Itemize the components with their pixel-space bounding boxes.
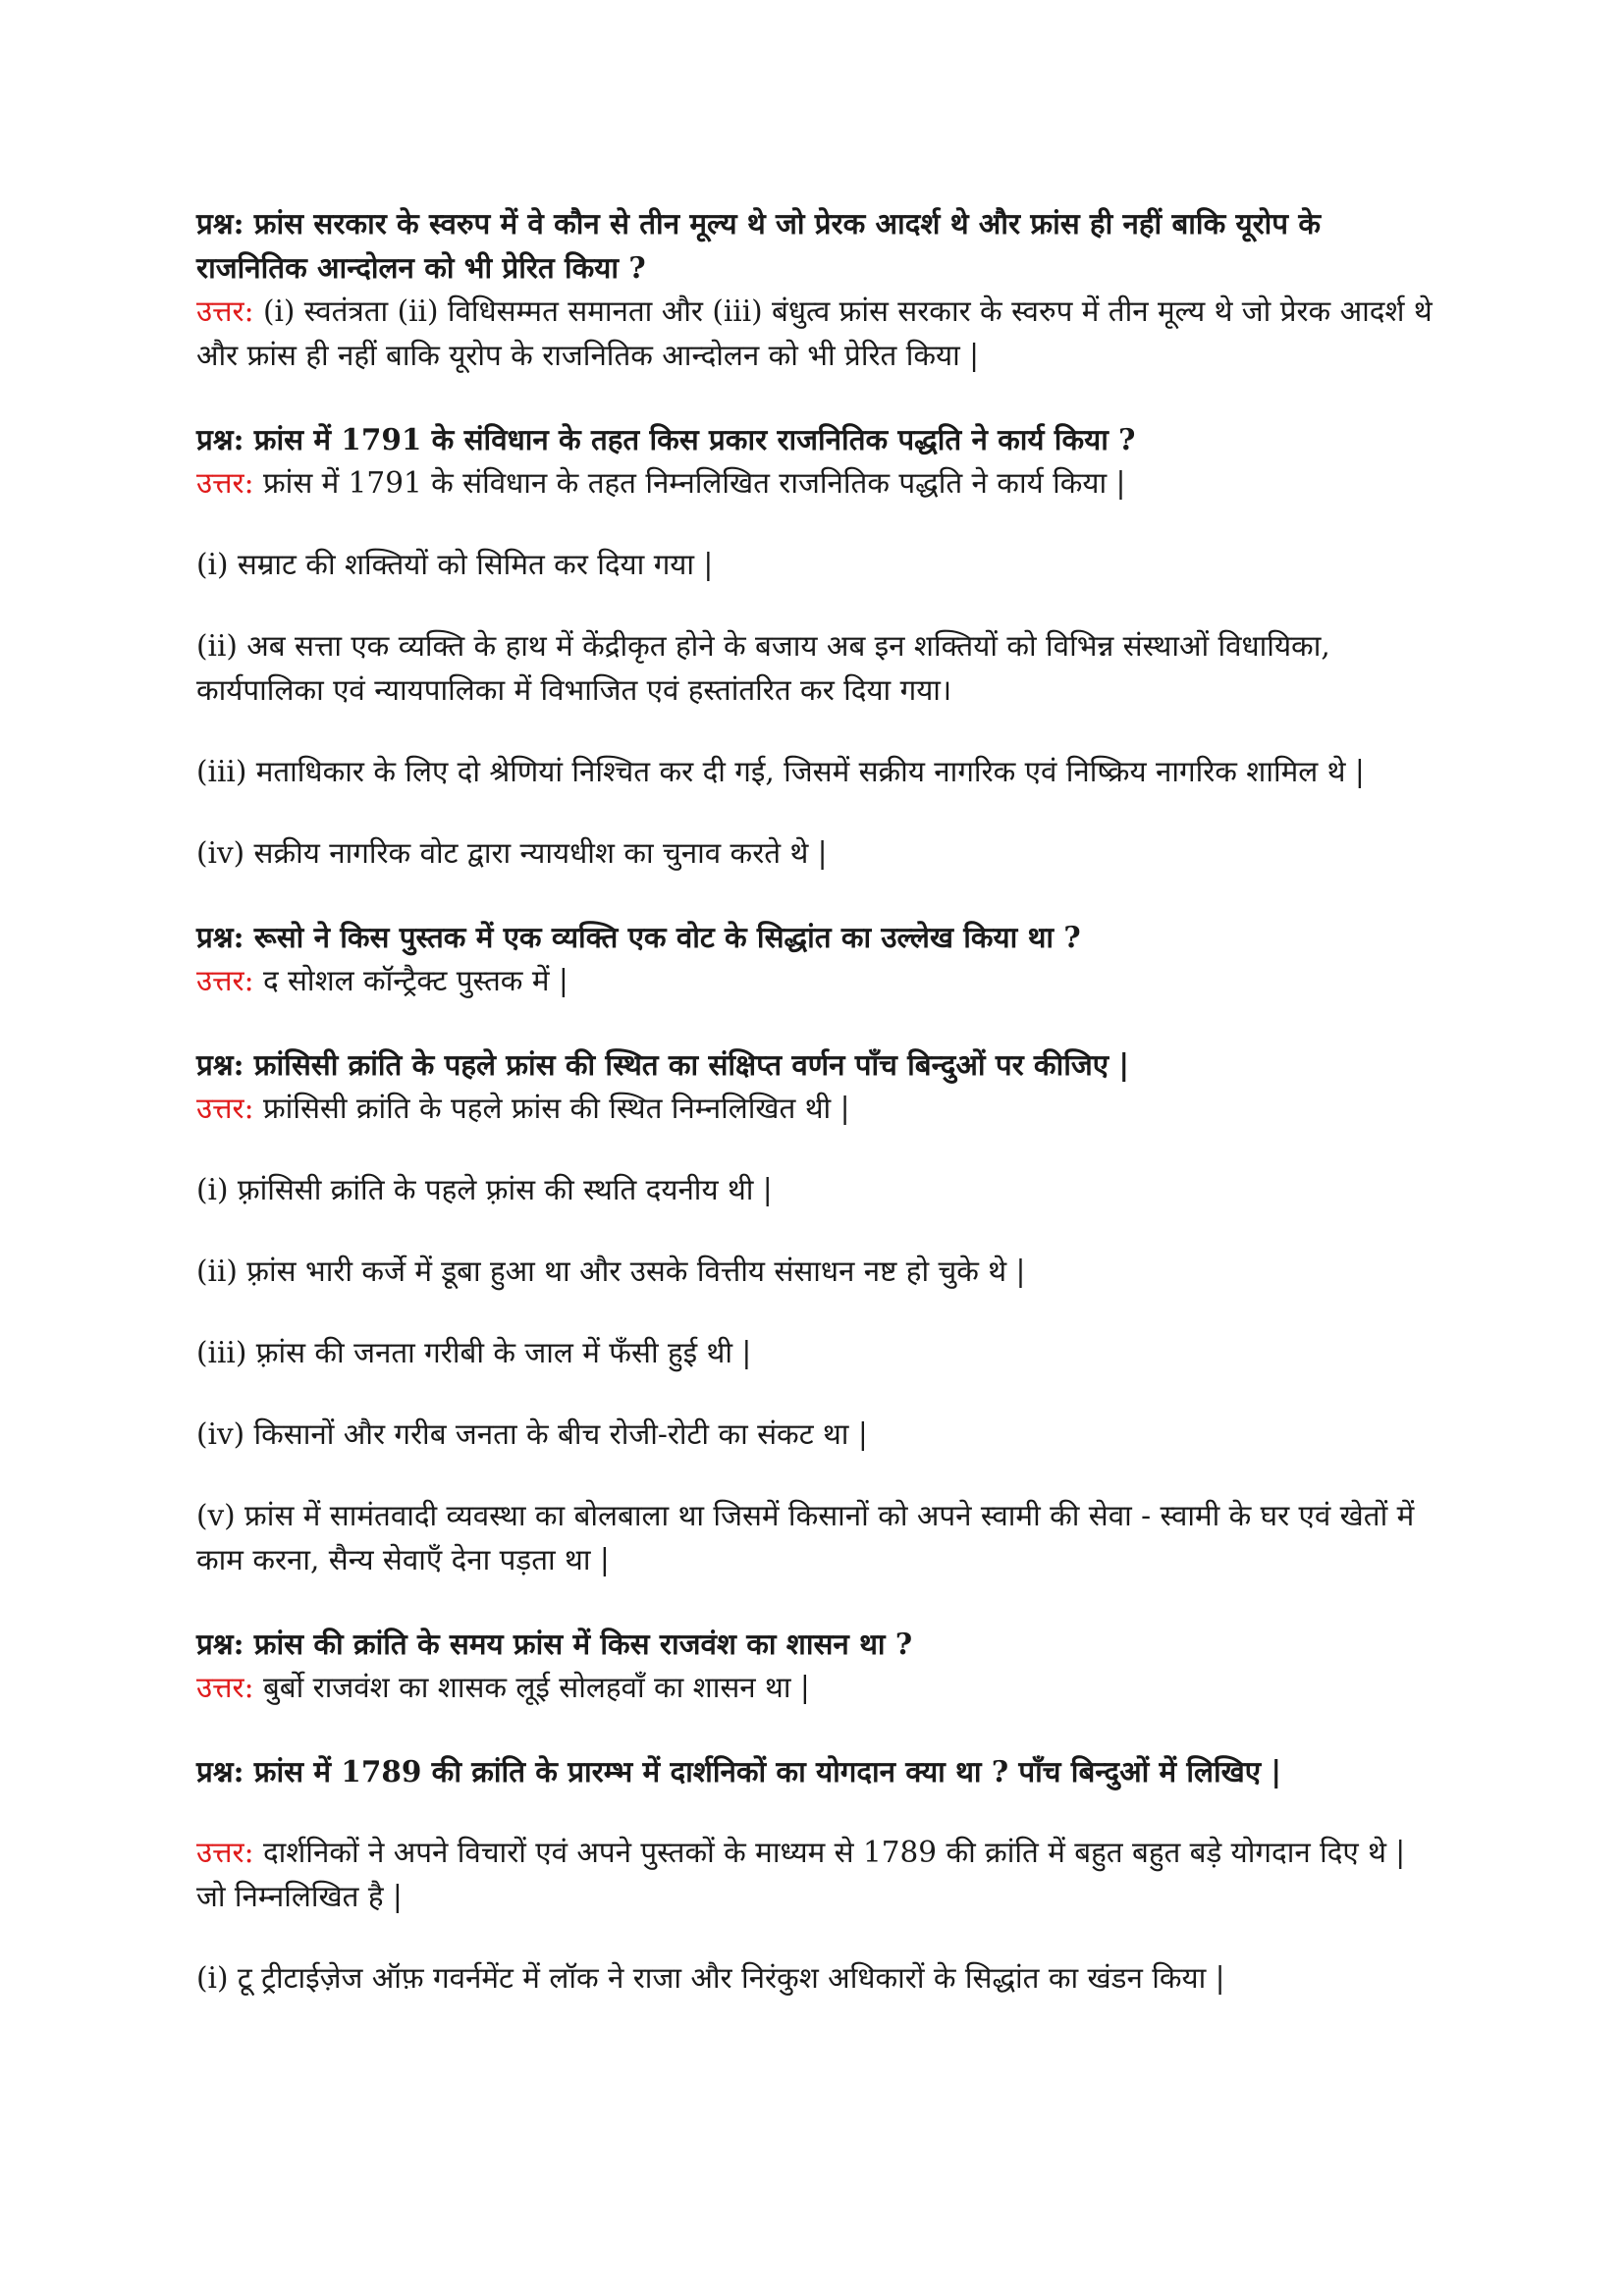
answer-3 (196, 959, 1434, 1003)
answer-1-text: (i) स्वतंत्रता (ii) विधिसम्मत समानता और (iii) बंधुत्व फ्रांस सरकार के स्वरुप में तीन मूल्य थे जो प्रेरक आदर्श थे और फ्रांस ही नहीं बाकि यूरोप के राजनितिक आन्दोलन को भी प्रेरित किया | (196, 294, 1433, 372)
answer-6-text: दार्शनिकों ने अपने विचारों एवं अपने पुस्तकों के माध्यम से 1789 की क्रांति में बहुत बहुत बड़े योगदान दिए थे | जो निम्नलिखित है | (196, 1836, 1406, 1913)
answer-4-point-3: (iii) फ़्रांस की जनता गरीबी के जाल में फँसी हुई थी | (196, 1336, 752, 1369)
answer-4-text: फ्रांसिसी क्रांति के पहले फ्रांस की स्थित निम्नलिखित थी | (253, 1092, 850, 1125)
answer-label: उत्तर: (196, 1092, 254, 1125)
answer-2-point-1: (i) सम्राट की शक्तियों को सिमित कर दिया गया | (196, 548, 714, 581)
answer-4 (196, 1087, 1434, 1131)
answer-2 (196, 461, 1434, 506)
question-4: प्रश्न: फ्रांसिसी क्रांति के पहले फ्रांस की स्थित का संक्षिप्त वर्णन पाँच बिन्दुओं पर कीजिए | (196, 1047, 1130, 1082)
answer-label: उत्तर: (196, 1836, 254, 1869)
question-2: प्रश्न: फ्रांस में 1791 के संविधान के तहत किस प्रकार राजनितिक पद्धति ने कार्य किया ? (196, 422, 1136, 456)
question-1: प्रश्न: फ्रांस सरकार के स्वरुप में वे कौन से तीन मूल्य थे जो प्रेरक आदर्श थे और फ्रांस ही नहीं बाकि यूरोप के राजनितिक आन्दोलन को भी प्रेरित किया ? (196, 206, 1321, 285)
answer-5 (196, 1666, 1434, 1710)
question-6: प्रश्न: फ्रांस में 1789 की क्रांति के प्रारम्भ में दार्शनिकों का योगदान क्या था ? पाँच बिन्दुओं में लिखिए | (196, 1754, 1282, 1789)
answer-4-point-4: (iv) किसानों और गरीब जनता के बीच रोजी-रोटी का संकट था | (196, 1417, 868, 1451)
answer-label: उत्तर: (196, 964, 254, 997)
answer-1 (196, 290, 1434, 378)
answer-6 (196, 1831, 1434, 1919)
document-page (196, 201, 1434, 2001)
answer-label: उत्तर: (196, 466, 254, 500)
answer-4-point-5: (v) फ्रांस में सामंतवादी व्यवस्था का बोलबाला था जिसमें किसानों को अपने स्वामी की सेवा - स्वामी के घर एवं खेतों में काम करना, सैन्य सेवाएँ देना पड़ता था | (196, 1499, 1415, 1576)
answer-3-text: द सोशल कॉन्ट्रैक्ट पुस्तक में | (253, 964, 568, 997)
answer-2-point-2: (ii) अब सत्ता एक व्यक्ति के हाथ में केंद्रीकृत होने के बजाय अब इन शक्तियों को विभिन्न संस्थाओं विधायिका, कार्यपालिका एवं न्यायपालिका में विभाजित एवं हस्तांतरित कर दिया गया। (196, 629, 1330, 707)
answer-5-text: बुर्बो राजवंश का शासक लूई सोलहवाँ का शासन था | (253, 1671, 810, 1704)
question-3: प्रश्न: रूसो ने किस पुस्तक में एक व्यक्ति एक वोट के सिद्धांत का उल्लेख किया था ? (196, 920, 1081, 954)
answer-2-point-3: (iii) मताधिकार के लिए दो श्रेणियां निश्चित कर दी गई, जिसमें सक्रीय नागरिक एवं निष्क्रिय नागरिक शामिल थे | (196, 755, 1365, 788)
answer-4-point-1: (i) फ़्रांसिसी क्रांति के पहले फ़्रांस की स्थति दयनीय थी | (196, 1173, 773, 1206)
answer-6-point-1: (i) टू ट्रीटाईज़ेज ऑफ़ गवर्नमेंट में लॉक ने राजा और निरंकुश अधिकारों के सिद्धांत का खंडन किया | (196, 1961, 1225, 1995)
answer-2-text: फ्रांस में 1791 के संविधान के तहत निम्नलिखित राजनितिक पद्धति ने कार्य किया | (253, 466, 1126, 500)
answer-2-point-4: (iv) सक्रीय नागरिक वोट द्वारा न्यायधीश का चुनाव करते थे | (196, 836, 828, 870)
question-5: प्रश्न: फ्रांस की क्रांति के समय फ्रांस में किस राजवंश का शासन था ? (196, 1627, 913, 1661)
answer-4-point-2: (ii) फ़्रांस भारी कर्जे में डूबा हुआ था और उसके वित्तीय संसाधन नष्ट हो चुके थे | (196, 1255, 1026, 1288)
answer-label: उत्तर: (196, 1671, 254, 1704)
answer-label: उत्तर: (196, 294, 254, 328)
